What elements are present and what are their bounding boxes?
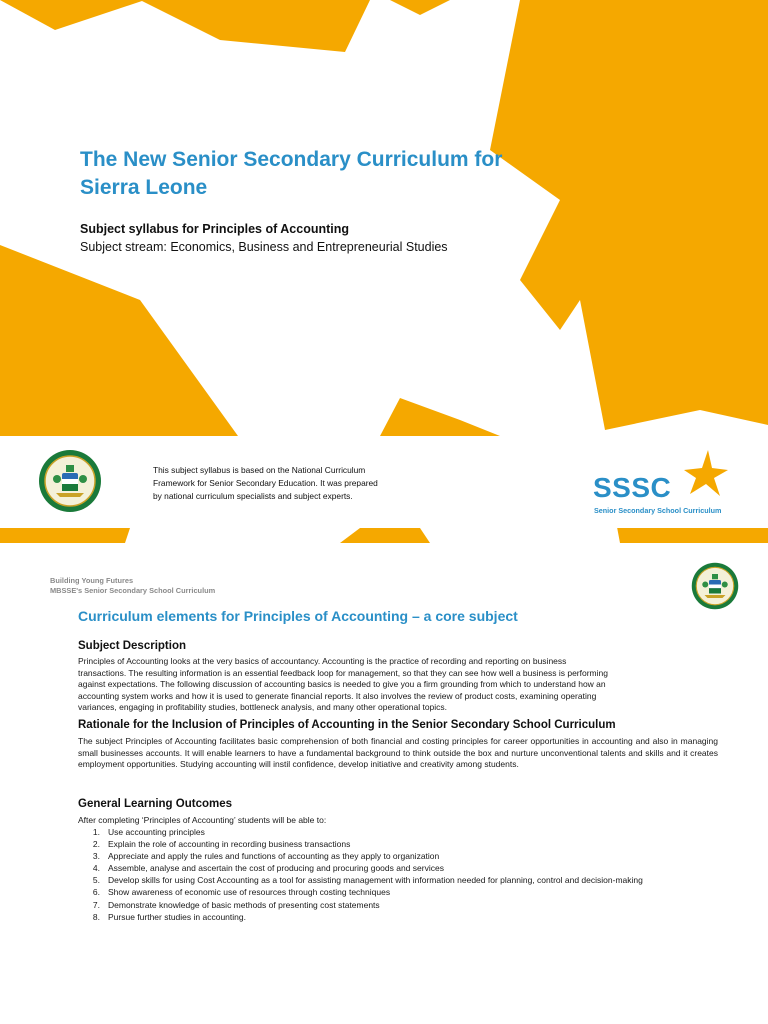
syllabus-note-line: This subject syllabus is based on the National Curriculum	[153, 465, 366, 475]
syllabus-note	[153, 464, 423, 503]
header-org: MBSSE's Senior Secondary School Curriculum	[50, 586, 216, 595]
list-item: 7. Demonstrate knowledge of basic methods of presenting cost statements	[92, 899, 380, 910]
rationale-heading: Rationale for the Inclusion of Principles of Accounting in the Senior Secondary School Curriculum	[78, 719, 616, 731]
header-tagline: Building Young Futures	[50, 576, 134, 585]
star-shape	[390, 0, 450, 15]
description-line: Principles of Accounting looks at the very basics of accountancy. Accounting is the practice of recording and reporting on business	[78, 656, 567, 666]
description-line: transactions. The resulting information is an essential feedback loop for management, so that they can see how well a business is performing	[78, 667, 608, 678]
star-icon	[672, 450, 728, 502]
subject-stream: Subject stream: Economics, Business and Entrepreneurial Studies	[80, 240, 448, 254]
list-item: 8. Pursue further studies in accounting.	[92, 911, 246, 922]
subject-description-text	[78, 656, 718, 714]
sssc-logo-subtext: Senior Secondary School Curriculum	[594, 506, 722, 515]
main-heading: Curriculum elements for Principles of Accounting – a core subject	[78, 608, 518, 624]
star-shape	[0, 245, 238, 436]
list-item: 2. Explain the role of accounting in recording business transactions	[92, 839, 351, 850]
syllabus-note-line: Framework for Senior Secondary Education. It was prepared	[153, 478, 378, 488]
star-shape	[380, 398, 500, 436]
outcomes-list	[78, 826, 728, 923]
description-line: accounting system works and how it is used to generate financial reports. It also involves the review of product costs, examining operating	[78, 690, 597, 701]
subject-description-heading: Subject Description	[78, 640, 186, 652]
description-line: variances, engaging in profitability studies, bottleneck analysis, and many other operational topics.	[78, 702, 448, 713]
list-item: 3. Appreciate and apply the rules and functions of accounting as they apply to organization	[92, 851, 440, 862]
cover-title: The New Senior Secondary Curriculum for Sierra Leone	[80, 148, 503, 199]
list-item: 1. Use accounting principles	[92, 827, 205, 837]
coat-of-arms-seal	[38, 449, 102, 513]
star-shape	[140, 0, 370, 52]
syllabus-note-line: by national curriculum specialists and subject experts.	[153, 491, 353, 501]
star-shape	[0, 528, 130, 543]
rationale-text: The subject Principles of Accounting facilitates basic comprehension of both financial and costing principles for career opportunities in accounting and also in managing small businesses accounts. It will enable learners to have a fundamental background to think outside the box and nurture unconventional talents and skills and it creates employment opportunities. Studying accounting will instil confidence, develop initiative and creativity among students.	[78, 736, 718, 770]
description-line: against expectations. The following discussion of accounting basics is needed to give you a firm grounding from which to understand how an	[78, 679, 606, 690]
outcomes-intro: After completing ‘Principles of Accounting’ students will be able to:	[78, 815, 327, 825]
cover-subtitle: Subject syllabus for Principles of Accounting	[80, 222, 350, 236]
list-item: 4. Assemble, analyse and ascertain the cost of producing and procuring goods and services	[92, 863, 444, 874]
coat-of-arms-seal-small	[691, 562, 739, 610]
star-shape	[340, 528, 430, 543]
list-item: 6. Show awareness of economic use of resources through costing techniques	[92, 887, 391, 898]
star-shape	[490, 0, 768, 430]
outcomes-heading: General Learning Outcomes	[78, 798, 233, 810]
sssc-logo-text: SSSC	[593, 472, 672, 503]
list-item: 5. Develop skills for using Cost Accounting as a tool for assisting management with information needed for planning, control and decision-making	[92, 875, 643, 886]
star-shape	[0, 0, 145, 30]
